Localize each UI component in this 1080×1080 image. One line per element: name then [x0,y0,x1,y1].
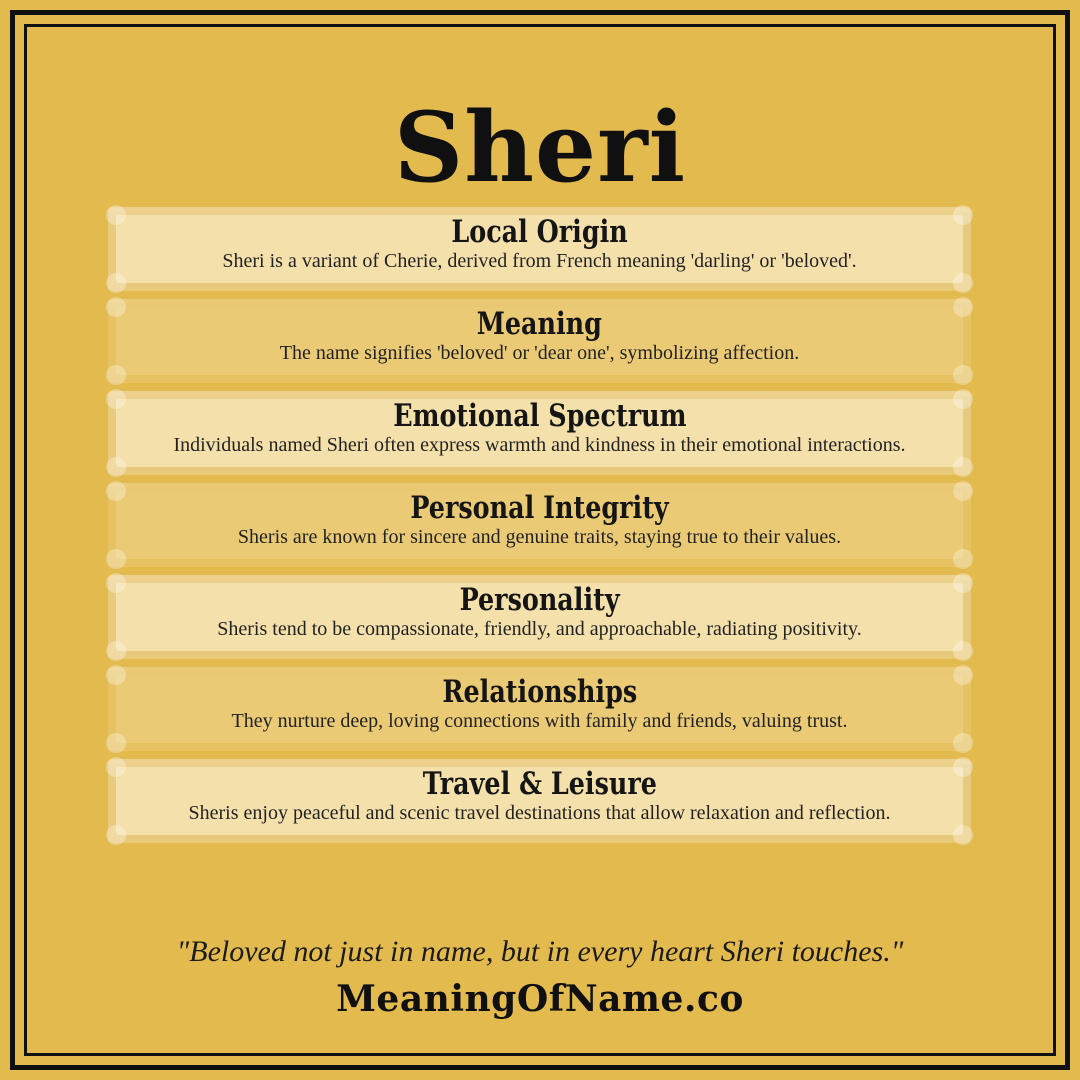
rivet-icon [106,297,126,317]
rivet-icon [953,733,973,753]
rivet-icon [953,481,973,501]
section-card-meaning [108,299,971,383]
rivet-icon [106,641,126,661]
section-card-emotional-spectrum [108,391,971,475]
rivet-icon [106,365,126,385]
rivet-icon [106,825,126,845]
rivet-icon [106,549,126,569]
rivet-icon [953,665,973,685]
section-body: The name signifies 'beloved' or 'dear one', symbolizing affection. [279,342,800,364]
section-heading: Emotional Spectrum [392,398,687,434]
rivet-icon [953,757,973,777]
rivet-icon [106,389,126,409]
card-panel [116,583,963,651]
section-heading: Travel & Leisure [422,766,657,802]
rivet-icon [106,757,126,777]
page-title: Sheri [393,91,687,205]
section-heading: Relationships [442,674,637,710]
section-heading: Personality [459,582,620,618]
rivet-icon [953,297,973,317]
section-body: Sheris enjoy peaceful and scenic travel destinations that allow relaxation and reflection. [188,802,891,824]
sections-list [108,207,971,851]
section-heading: Local Origin [451,214,628,250]
rivet-icon [106,457,126,477]
rivet-icon [953,641,973,661]
section-card-personal-integrity [108,483,971,567]
card-panel [116,675,963,743]
rivet-icon [953,573,973,593]
section-heading: Personal Integrity [410,490,669,526]
card-panel [116,399,963,467]
rivet-icon [106,733,126,753]
card-panel [116,767,963,835]
section-body: They nurture deep, loving connections with family and friends, valuing trust. [231,710,848,732]
rivet-icon [106,273,126,293]
rivet-icon [953,389,973,409]
section-heading: Meaning [476,306,603,342]
rivet-icon [106,665,126,685]
rivet-icon [953,365,973,385]
rivet-icon [106,481,126,501]
section-card-travel-leisure [108,759,971,843]
section-card-local-origin [108,207,971,291]
rivet-icon [953,273,973,293]
rivet-icon [953,825,973,845]
site-name: MeaningOfName.co [336,978,744,1020]
rivet-icon [106,205,126,225]
rivet-icon [953,457,973,477]
rivet-icon [953,549,973,569]
section-body: Sheri is a variant of Cherie, derived from French meaning 'darling' or 'beloved'. [222,250,857,272]
section-body: Sheris tend to be compassionate, friendly, and approachable, radiating positivity. [217,618,862,640]
card-panel [116,307,963,375]
section-body: Sheris are known for sincere and genuine traits, staying true to their values. [237,526,842,548]
rivet-icon [106,573,126,593]
card-panel [116,491,963,559]
rivet-icon [953,205,973,225]
section-card-personality [108,575,971,659]
section-body: Individuals named Sheri often express warmth and kindness in their emotional interactions. [173,434,906,456]
section-card-relationships [108,667,971,751]
tagline-quote: "Beloved not just in name, but in every heart Sheri touches." [176,935,904,968]
card-panel [116,215,963,283]
